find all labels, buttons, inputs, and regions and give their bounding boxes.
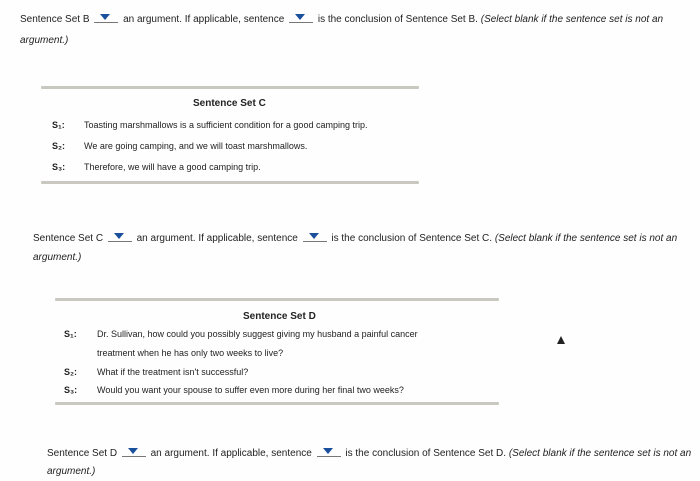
question-c-prefix: Sentence Set C bbox=[33, 233, 104, 244]
question-c-mid: an argument. If applicable, sentence bbox=[136, 233, 298, 244]
question-c-suffix: is the conclusion of Sentence Set C. bbox=[331, 233, 493, 244]
mouse-pointer-icon bbox=[557, 336, 565, 344]
question-c-note-continued bbox=[33, 248, 81, 267]
question-d-note-continued bbox=[47, 462, 95, 481]
dropdown-b-conclusion[interactable] bbox=[289, 12, 313, 23]
set-d-s3-label: S₃: bbox=[64, 385, 78, 395]
set-c-s3-text: Therefore, we will have a good camping trip. bbox=[84, 162, 261, 172]
dropdown-c-conclusion[interactable] bbox=[303, 231, 327, 242]
question-b bbox=[20, 10, 663, 29]
question-d-mid: an argument. If applicable, sentence bbox=[150, 448, 312, 459]
dropdown-d-argument[interactable] bbox=[122, 446, 146, 457]
question-b-mid: an argument. If applicable, sentence bbox=[123, 14, 285, 25]
question-b-note2: argument.) bbox=[20, 35, 69, 46]
divider-bottom-c bbox=[41, 181, 419, 184]
question-d-prefix: Sentence Set D bbox=[47, 448, 118, 459]
question-d bbox=[47, 444, 691, 463]
dropdown-c-argument[interactable] bbox=[108, 231, 132, 242]
set-d-title: Sentence Set D bbox=[243, 311, 316, 322]
set-c-s2-label: S₂: bbox=[52, 141, 65, 151]
dropdown-d-conclusion[interactable] bbox=[317, 446, 341, 457]
question-c bbox=[33, 229, 677, 248]
question-b-prefix: Sentence Set B bbox=[20, 14, 90, 25]
question-b-suffix: is the conclusion of Sentence Set B. bbox=[317, 14, 478, 25]
set-d-s3-text: Would you want your spouse to suffer even more during her final two weeks? bbox=[97, 385, 404, 395]
divider-top-c bbox=[41, 86, 419, 89]
dropdown-b-argument[interactable] bbox=[94, 12, 118, 23]
set-c-s3-label: S₃: bbox=[52, 162, 66, 172]
question-c-note2: argument.) bbox=[33, 252, 82, 263]
set-d-s2-text: What if the treatment isn't successful? bbox=[97, 367, 249, 377]
set-d-s1-text: Dr. Sullivan, how could you possibly suggest giving my husband a painful cancer bbox=[97, 329, 418, 339]
set-d-s2-label: S₂: bbox=[64, 367, 77, 377]
question-d-suffix: is the conclusion of Sentence Set D. bbox=[345, 448, 507, 459]
question-b-note-continued bbox=[20, 31, 68, 50]
divider-bottom-d bbox=[55, 402, 499, 405]
divider-top-d bbox=[55, 298, 499, 301]
set-d-s1-label: S₁: bbox=[64, 329, 77, 339]
set-d-s1-text-continued: treatment when he has only two weeks to live? bbox=[97, 348, 284, 358]
question-d-note: (Select blank if the sentence set is not an bbox=[508, 448, 692, 459]
question-c-note: (Select blank if the sentence set is not an bbox=[494, 233, 678, 244]
set-c-s1-text: Toasting marshmallows is a sufficient condition for a good camping trip. bbox=[84, 120, 368, 130]
question-b-note: (Select blank if the sentence set is not an bbox=[480, 14, 664, 25]
set-c-s1-label: S₁: bbox=[52, 120, 65, 130]
set-c-s2-text: We are going camping, and we will toast marshmallows. bbox=[84, 141, 308, 151]
question-d-note2: argument.) bbox=[47, 466, 96, 477]
set-c-title: Sentence Set C bbox=[193, 98, 266, 109]
